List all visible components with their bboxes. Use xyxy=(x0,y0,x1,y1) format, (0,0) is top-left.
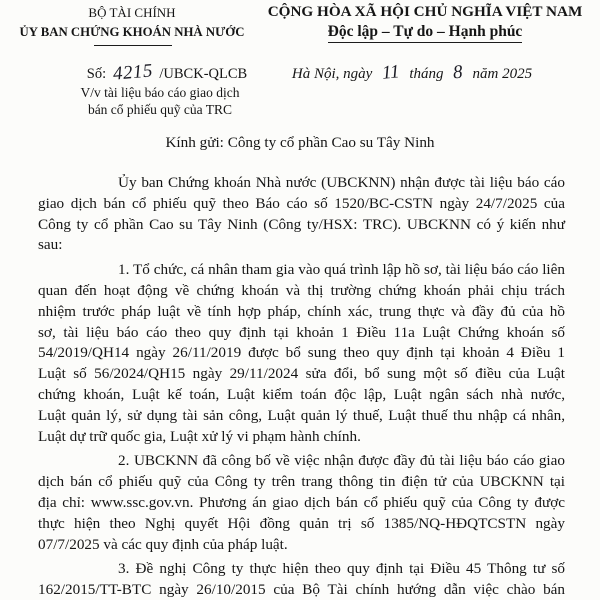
paragraph xyxy=(38,452,565,552)
text-line: nhiệm trước pháp luật về tính hợp pháp, chính xác, trung thực và đầy đủ của hồ xyxy=(38,302,565,320)
text-line: sau: xyxy=(38,236,63,254)
date-place: Hà Nội, ngày xyxy=(291,66,373,82)
text-line: sơ, tài liệu báo cáo theo quy định tại khoản 1 Điều 11a Luật Chứng khoán số xyxy=(38,323,565,341)
paragraph xyxy=(38,560,565,598)
agency-name: ỦY BAN CHỨNG KHOÁN NHÀ NƯỚC xyxy=(19,25,245,39)
body-text xyxy=(38,174,565,598)
text-line: 3. Đề nghị Công ty thực hiện theo quy định tại Điều 45 Thông tư số xyxy=(118,560,565,578)
subject-line: V/v tài liệu báo cáo giao dịch xyxy=(80,85,240,100)
text-line: Ủy ban Chứng khoán Nhà nước (UBCKNN) nhận được tài liệu báo cáo xyxy=(118,174,565,191)
text-line: dịch bán cổ phiếu quỹ của Công ty trên trang thông tin điện tử của UBCKNN tại xyxy=(38,473,565,491)
text-line: 2. UBCKNN đã công bố về việc nhận được đầy đủ tài liệu báo cáo giao xyxy=(118,452,565,470)
date-month-handwritten: 8 xyxy=(452,61,464,84)
paragraph xyxy=(38,174,565,253)
paragraph xyxy=(38,261,565,444)
recipient-label: Kính gửi: xyxy=(165,134,224,151)
text-line: 07/7/2025 và các quy định của pháp luật. xyxy=(38,535,288,553)
recipient-line xyxy=(0,134,600,151)
text-line: thực hiện theo Nghị quyết Hội đồng quản trị số 1385/NQ-HĐQTCSTN ngày xyxy=(38,514,565,532)
text-line: Luật quản lý, sử dụng tài sản công, Luật quản lý thuế, Luật thuế thu nhập cá nhân, xyxy=(38,406,565,424)
text-line: Luật số 56/2024/QH15 ngày 29/11/2024 sửa đổi, bổ sung một số điều của Luật xyxy=(38,365,565,383)
national-title: CỘNG HÒA XÃ HỘI CHỦ NGHĨA VIỆT NAM xyxy=(267,3,583,20)
text-line: quan đến hoạt động về chứng khoán và thị trường chứng khoán phải chịu trách xyxy=(38,281,565,299)
document-number xyxy=(42,60,292,85)
date-day-handwritten: 11 xyxy=(381,61,401,84)
subject-line: bán cổ phiếu quỹ của TRC xyxy=(87,102,233,117)
agency-underline xyxy=(94,45,172,46)
national-motto-row xyxy=(262,23,588,44)
text-line: 1. Tổ chức, cá nhân tham gia vào quá trình lập hồ sơ, tài liệu báo cáo liên xyxy=(118,261,565,279)
document-number-suffix: /UBCK-QLCB xyxy=(159,66,248,82)
text-line: 54/2019/QH14 ngày 26/11/2019 được bổ sung theo quy định tại khoản 4 Điều 1 xyxy=(38,344,565,362)
document-number-handwritten: 4215 xyxy=(111,60,154,85)
text-line: chứng khoán, Luật kế toán, Luật kiểm toán độc lập, Luật ngân sách nhà nước, xyxy=(38,385,565,403)
ministry-name: BỘ TÀI CHÍNH xyxy=(88,5,176,20)
text-line: Luật dự trữ quốc gia, Luật xử lý vi phạm hành chính. xyxy=(38,427,361,445)
recipient-name: Công ty cổ phần Cao su Tây Ninh xyxy=(227,134,435,151)
document-number-label: Số: xyxy=(86,66,107,82)
text-line: 162/2015/TT-BTC ngày 26/10/2015 của Bộ Tài chính hướng dẫn việc chào bán xyxy=(38,581,565,599)
date-line xyxy=(262,63,562,85)
text-line: Công ty cổ phần Cao su Tây Ninh (Công ty/HSX: TRC). UBCKNN có ý kiến như xyxy=(38,215,565,233)
date-year: năm 2025 xyxy=(472,66,533,82)
date-month-label: tháng xyxy=(409,66,444,82)
national-motto: Độc lập – Tự do – Hạnh phúc xyxy=(328,23,523,43)
text-line: giao dịch bán cổ phiếu quỹ theo Báo cáo số 1520/BC-CSTN ngày 24/7/2025 của xyxy=(38,194,565,212)
text-line: địa chỉ: www.ssc.gov.vn. Phương án giao dịch bán cổ phiếu quỹ của Công ty được xyxy=(38,493,565,511)
